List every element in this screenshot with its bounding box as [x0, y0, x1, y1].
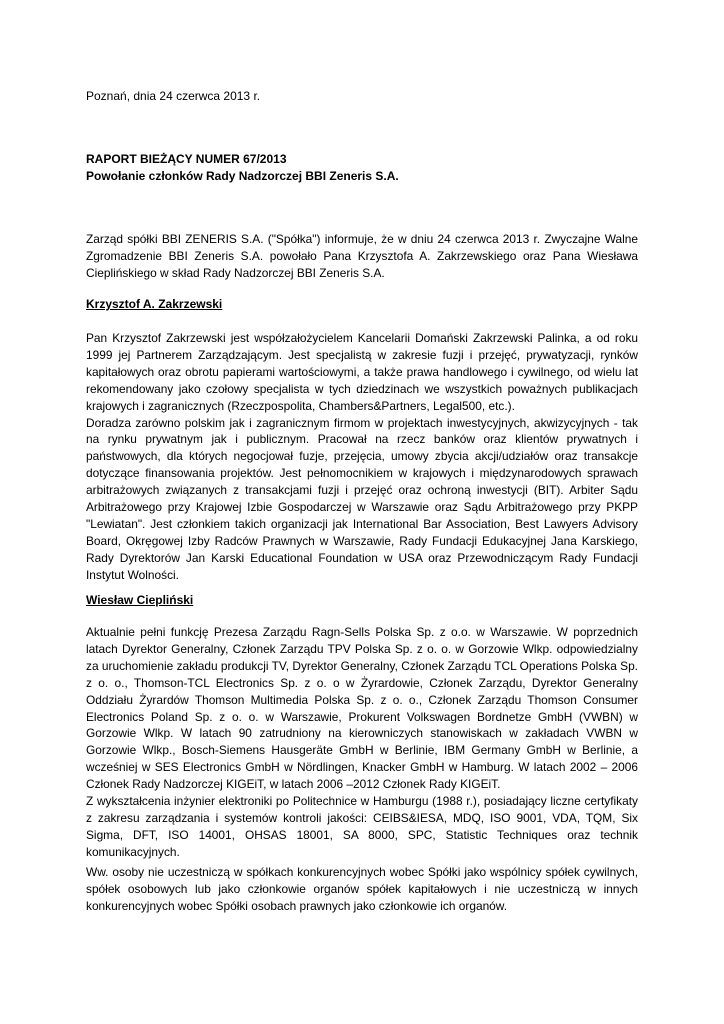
- section-body-zakrzewski: [86, 330, 638, 584]
- zakrzewski-paragraph-2: Doradza zarówno polskim jak i zagranicznym firmom w projektach inwestycyjnych, akwizycyjnych - tak na rynku prywatnym jak i publicznym. Pracował na rzecz banków oraz klientów prywatnych i państwowych, dla których negocjował fuzje, przejęcia, umowy zbycia akcji/udziałów oraz transakcje dotyczące finansowania projektów. Jest pełnomocnikiem w krajowych i międzynarodowych sprawach arbitrażowych związanych z transakcjami fuzji i przejęć oraz ochroną inwestycji (BIT). Arbiter Sądu Arbitrażowego przy Krajowej Izbie Gospodarczej w Warszawie oraz Sądu Arbitrażowego przy PKPP "Lewiatan". Jest członkiem takich organizacji jak International Bar Association, Best Lawyers Advisory Board, Okręgowej Izby Radców Prawnych w Warszawie, Rady Fundacji Edukacyjnej Jana Karskiego, Rady Dyrektorów Jan Karski Educational Foundation w USA oraz Przewodniczącym Rady Fundacji Instytut Wolności.: [86, 415, 638, 582]
- report-title: [86, 151, 638, 185]
- report-subject: Powołanie członków Rady Nadzorczej BBI Zeneris S.A.: [86, 169, 399, 183]
- section-heading-zakrzewski: Krzysztof A. Zakrzewski: [86, 297, 223, 311]
- intro-paragraph: Zarząd spółki BBI ZENERIS S.A. ("Spółka") informuje, że w dniu 24 czerwca 2013 r. Zwyczajne Walne Zgromadzenie BBI Zeneris S.A. powołało Pana Krzysztofa A. Zakrzewskiego oraz Pana Wiesława Cieplińskiego w skład Rady Nadzorczej BBI Zeneris S.A.: [86, 232, 638, 280]
- cieplinski-paragraph-1: Aktualnie pełni funkcję Prezesa Zarządu Ragn-Sells Polska Sp. z o.o. w Warszawie. W poprzednich latach Dyrektor Generalny, Członek Zarządu TPV Polska Sp. z o. o. w Gorzowie Wlkp. odpowiedzialny za uruchomienie zakładu produkcji TV, Dyrektor Generalny, Członek Zarządu TCL Operations Polska Sp. z o. o., Thomson-TCL Electronics Sp. z o. o w Żyrardowie, Członek Zarządu, Dyrektor Generalny Oddziału Żyrardów Thomson Multimedia Polska Sp. z o. o., Członek Zarządu Thomson Consumer Electronics Poland Sp. z o. o. w Warszawie, Prokurent Volkswagen Bordnetze GmbH (VWBN) w Gorzowie Wlkp. W latach 90 zatrudniony na kierowniczych stanowiskach w zakładach VWBN w Gorzowie Wlkp., Bosch-Siemens Hausgeräte GmbH w Berlinie, IBM Germany GmbH w Berlinie, a wcześniej w SES Electronics GmbH w Nördlingen, Knacker GmbH w Hamburg. W latach 2002 – 2006 Członek Rady Nadzorczej KIGEiT, w latach 2006 –2012 Członek Rady KIGEiT.: [86, 625, 638, 792]
- report-number: RAPORT BIEŻĄCY NUMER 67/2013: [86, 152, 287, 166]
- closing-paragraph: Ww. osoby nie uczestniczą w spółkach konkurencyjnych wobec Spółki jako wspólnicy spółek cywilnych, spółek osobowych lub jako członkowie organów spółek kapitałowych i nie uczestniczą w innych konkurencyjnych wobec Spółki osobach prawnych jako członkowie ich organów.: [86, 865, 638, 913]
- section-heading-cieplinski: Wiesław Ciepliński: [86, 593, 194, 607]
- cieplinski-paragraph-2: Z wykształcenia inżynier elektroniki po Politechnice w Hamburgu (1988 r.), posiadający liczne certyfikaty z zakresu zarządzania i systemów kontroli jakości: CEIBS&IESA, MDQ, ISO 9001, VDA, TQM, Six Sigma, DFT, ISO 14001, OHSAS 18001, SA 8000, SPC, Statistic Techniques oraz technik komunikacyjnych.: [86, 794, 638, 859]
- zakrzewski-paragraph-1: Pan Krzysztof Zakrzewski jest współzałożycielem Kancelarii Domański Zakrzewski Palinka, a od roku 1999 jej Partnerem Zarządzającym. Jest specjalistą w zakresie fuzji i przejęć, prywatyzacji, rynków kapitałowych oraz obrotu papierami wartościowymi, a także prawa handlowego i cywilnego, od wielu lat rekomendowany jako czołowy specjalista w tych dziedzinach we wszystkich poważnych publikacjach krajowych i zagranicznych (Rzeczpospolita, Chambers&Partners, Legal500, etc.).: [86, 331, 638, 413]
- section-body-cieplinski: [86, 624, 638, 861]
- date-line: Poznań, dnia 24 czerwca 2013 r.: [86, 89, 261, 103]
